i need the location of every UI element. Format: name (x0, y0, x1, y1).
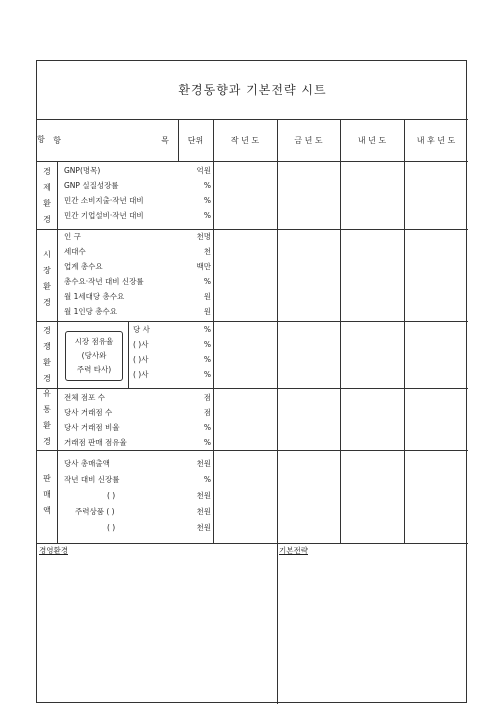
row-unit: % (203, 181, 211, 190)
table-bottom-line (37, 543, 468, 544)
row-label: 당사 총매출액 (64, 459, 110, 468)
header-year-after-next: 내 후 년 도 (416, 136, 456, 145)
row-label: 월 1세대당 총수요 (64, 292, 125, 301)
row-label: GNP 실질성장률 (64, 181, 119, 190)
row-label: 민간 기업설비·작년 대비 (64, 211, 144, 220)
row-unit: % (203, 196, 211, 205)
row-label: 월 1인당 총수요 (64, 307, 118, 316)
header-item-mok: 목 (161, 136, 169, 145)
row-label: ( )사 (133, 370, 149, 379)
row-unit: % (203, 211, 211, 220)
row-unit: % (203, 277, 211, 286)
row-unit: % (203, 325, 211, 334)
row-unit: 천원 (196, 491, 211, 500)
row-label: GNP(명목) (64, 166, 101, 175)
row-label: 작년 대비 신장률 (64, 475, 120, 484)
category-col-line (57, 161, 58, 543)
row-unit: 백만 (196, 262, 211, 271)
row-label: 당 사 (133, 325, 150, 334)
row-label: ( )사 (133, 340, 149, 349)
category-distribution: 유 통 환 경 (43, 389, 51, 446)
year1-col-line (277, 119, 278, 704)
sheet-title: 환경동향과 기본전략 시트 (178, 83, 327, 97)
row-label: 전체 점포 수 (64, 393, 105, 402)
management-environment-label: 경영환경 (39, 546, 68, 555)
row-label: 세대수 (64, 247, 86, 256)
row-unit: 천원 (196, 459, 211, 468)
row-label: 민간 소비지출·작년 대비 (64, 196, 144, 205)
row-unit: % (203, 340, 211, 349)
row-label: ( ) (107, 491, 116, 500)
row-unit: 천 (203, 247, 211, 256)
row-label: ( ) (107, 523, 116, 532)
row-unit: 천원 (196, 507, 211, 516)
category-economy: 경 제 환 경 (43, 167, 51, 224)
category-competition: 경 쟁 환 경 (43, 326, 51, 383)
row-unit: 원 (203, 307, 211, 316)
header-year-next: 내 년 도 (357, 136, 387, 145)
category-sales: 판 매 액 (43, 474, 51, 515)
row-unit: 점 (203, 408, 211, 417)
share-group-line (128, 321, 129, 388)
year3-col-line (404, 119, 405, 543)
row-label: 거래점 판매 점유율 (64, 438, 127, 447)
header-item: 항 (53, 136, 61, 145)
row-unit: % (203, 355, 211, 364)
row-label: 주력상품 ( ) (75, 507, 115, 516)
basic-strategy-label: 기본전략 (279, 546, 308, 555)
row-label: 인 구 (64, 232, 81, 241)
row-unit: 천원 (196, 523, 211, 532)
row-label: 당사 거래점 수 (64, 408, 113, 417)
header-unit: 단위 (187, 136, 204, 145)
row-unit: 점 (203, 393, 211, 402)
header-year-last: 작 년 도 (230, 136, 260, 145)
unit-col-line (213, 119, 214, 543)
market-share-label: 시장 점유율 (당사와 주력 타사) (74, 337, 114, 374)
row-label: 당사 거래점 비율 (64, 423, 120, 432)
year2-col-line (340, 119, 341, 543)
row-unit: % (203, 370, 211, 379)
row-unit: % (203, 423, 211, 432)
row-label: 총수요·작년 대비 신장률 (64, 277, 144, 286)
row-unit: % (203, 475, 211, 484)
category-market: 시 장 환 경 (43, 250, 51, 307)
row-unit: 원 (203, 292, 211, 301)
strategy-sheet: 환경동향과 기본전략 시트 항 항 목 단위 작 년 도 금 년 도 내 년 도 내 후 년 도 경 제 환 경 GNP(명목) 억원 GNP 실질성장률 % 민간 소비지출·작년 대비 % 민간 기업설비·작년 대비 % 시 장 환 경 인 구 천명 세대수 천 업계 총수요 백만 총수요·작년 대비 신장률 % 월 1세대당 총수요 원 월 1인당 총수요 원 경 쟁 환 경 시장 점유율 (당사와 주력 타사) 당 사 % ( )사 % ( )사 % ( )사 % 유 통 환 경 전체 점포 수 점 당사 거래점 수 점 당사 거래점 비율 % 거래점 판매 점유율 % 판 매 액 당사 총매출액 천원 작년 대비 신장률 % ( ) 천원 주력상품 ( ) 천원 ( ) 천원 경영환경 기본전략 (36, 60, 467, 703)
row-unit: % (203, 438, 211, 447)
row-label: ( )사 (133, 355, 149, 364)
row-unit: 천명 (196, 232, 211, 241)
row-unit: 억원 (196, 166, 211, 175)
header-year-this: 금 년 도 (294, 136, 323, 145)
row-label: 업계 총수요 (64, 262, 103, 271)
